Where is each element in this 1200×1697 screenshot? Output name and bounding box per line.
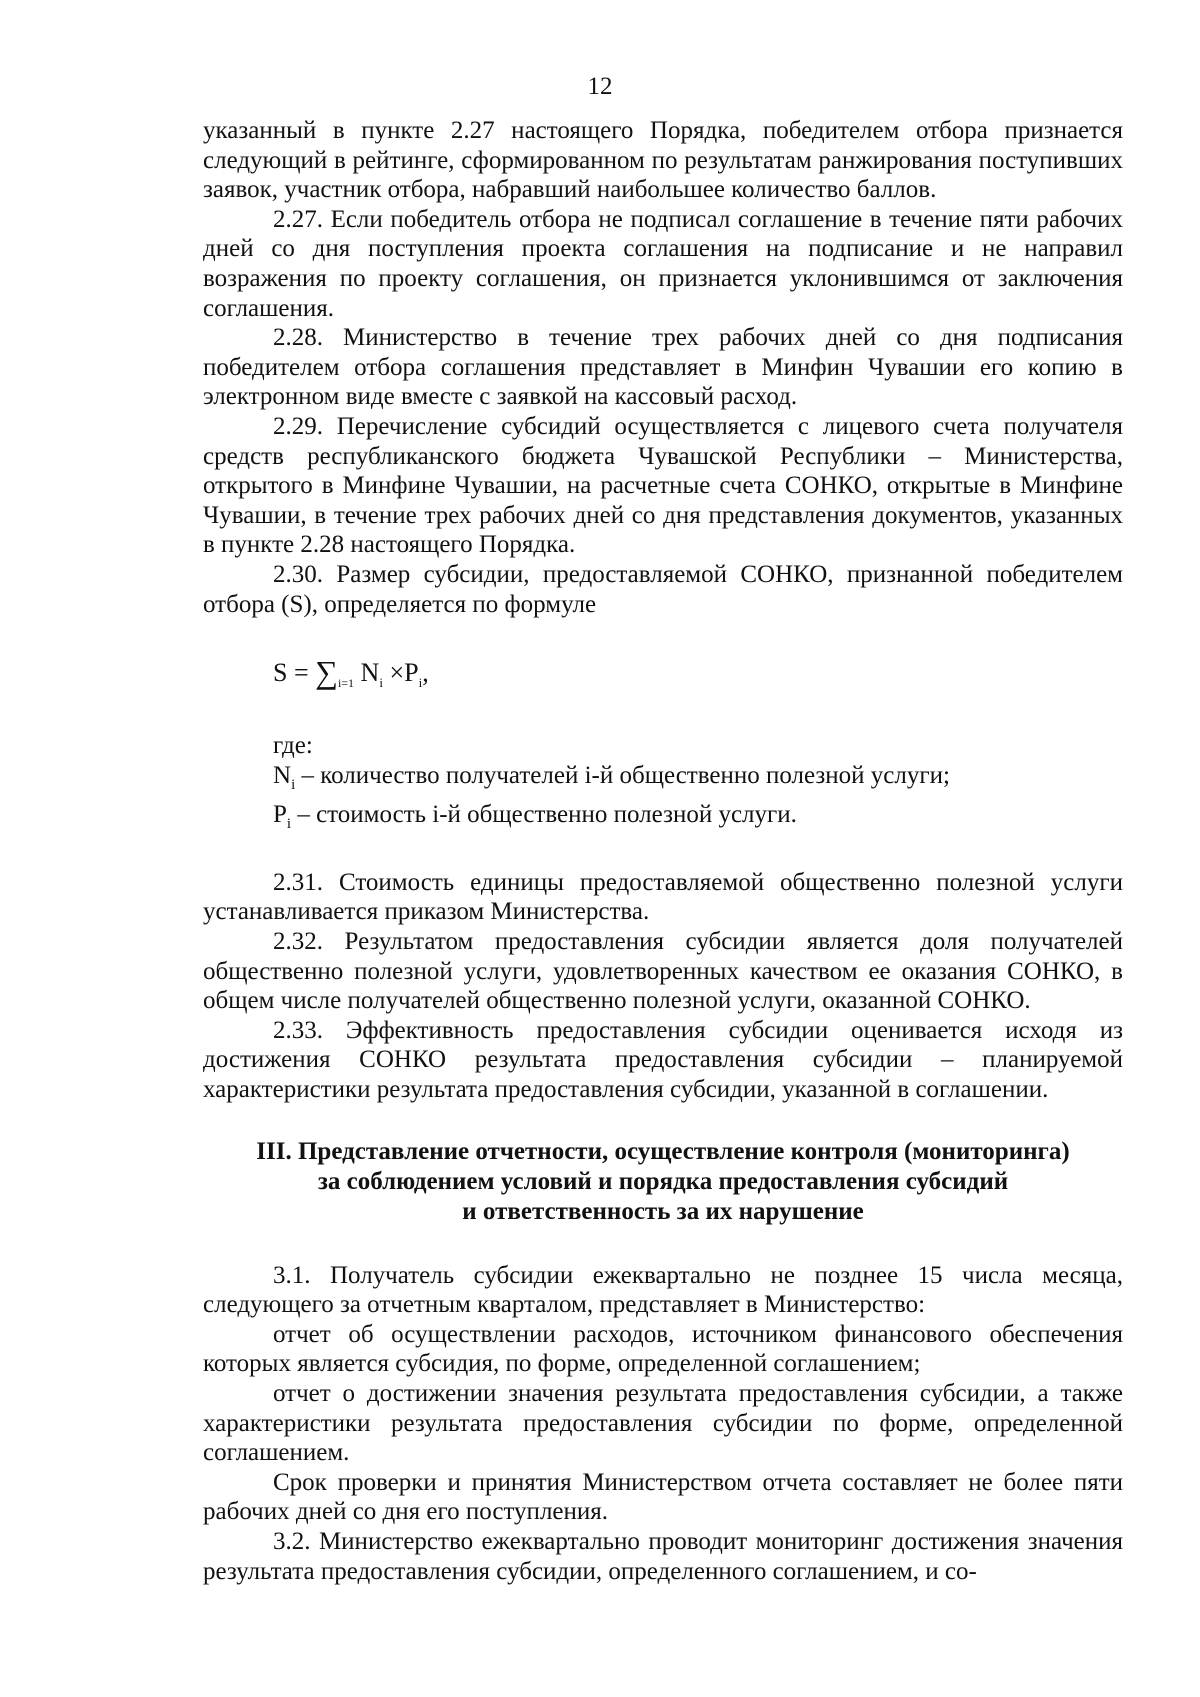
- formula-lhs: S =: [273, 658, 309, 688]
- paragraph-2-28: 2.28. Министерство в течение трех рабочих дней со дня подписания победителем отбора соглашения представляет в Минфин Чувашии его копию в электронном виде вместе с заявкой на кассовый расход.: [203, 324, 1123, 411]
- definition-p-text: – стоимость i-й общественно полезной услуги.: [291, 801, 797, 829]
- document-body: [203, 116, 1123, 1586]
- where-label: где:: [273, 732, 313, 760]
- formula-n-index: i: [379, 675, 383, 691]
- section-heading-line-3: и ответственность за их нарушение: [462, 1197, 864, 1225]
- paragraph-continuation: указанный в пункте 2.27 настоящего Порядка, победителем отбора признается следующий в рейтинге, сформированном по результатам ранжирования поступивших заявок, участник отбора, набравший наибольшее количество баллов.: [203, 117, 1123, 204]
- paragraph-2-32: 2.32. Результатом предоставления субсидии является доля получателей общественно полезной услуги, удовлетворенных качеством ее оказания СОНКО, в общем числе получателей общественно полезной услуги, оказанной СОНКО.: [203, 928, 1123, 1015]
- section-heading: [203, 1137, 1123, 1227]
- paragraph-3-2: 3.2. Министерство ежеквартально проводит мониторинг достижения значения результата предоставления субсидии, определенного соглашением, и со-: [203, 1527, 1123, 1585]
- formula-p: P: [404, 658, 419, 688]
- formula-p-index: i: [418, 675, 423, 691]
- definition-p-symbol: P: [273, 801, 287, 829]
- definition-n-symbol: N: [273, 761, 292, 789]
- formula-times: ×: [389, 658, 405, 688]
- paragraph-2-31: 2.31. Стоимость единицы предоставляемой общественно полезной услуги устанавливается приказом Министерства.: [203, 868, 1123, 926]
- paragraph-3-1-expense-report: отчет об осуществлении расходов, источником финансового обеспечения которых является субсидия, по форме, определенной соглашением;: [203, 1320, 1123, 1378]
- section-heading-line-2: за соблюдением условий и порядка предоставления субсидий: [317, 1167, 1009, 1195]
- paragraph-2-30: 2.30. Размер субсидии, предоставляемой СОНКО, признанной победителем отбора (S), определяется по формуле: [203, 560, 1123, 618]
- paragraph-review-term: Срок проверки и принятия Министерством отчета составляет не более пяти рабочих дней со дня его поступления.: [203, 1468, 1123, 1526]
- paragraph-2-29: 2.29. Перечисление субсидий осуществляется с лицевого счета получателя средств республиканского бюджета Чувашской Республики – Министерства, открытого в Минфине Чувашии, на расчетные счета СОНКО, открытые в Минфине Чувашии, в течение трех рабочих дней со дня представления документов, указанных в пункте 2.28 настоящего Порядка.: [203, 412, 1123, 559]
- paragraph-3-1: 3.1. Получатель субсидии ежеквартально не позднее 15 числа месяца, следующего за отчетным кварталом, представляет в Министерство:: [203, 1261, 1123, 1319]
- definition-p-sub: i: [286, 816, 292, 833]
- page-number: 12: [587, 73, 613, 100]
- section-heading-line-1: III. Представление отчетности, осуществление контроля (мониторинга): [256, 1137, 1070, 1165]
- formula-n: N: [360, 658, 380, 688]
- sum-lower-limit: i=1: [337, 676, 355, 691]
- definition-n-sub: i: [291, 776, 296, 793]
- definition-n: [203, 761, 1123, 801]
- formula-definitions: [203, 731, 1123, 840]
- definition-p: [203, 800, 1123, 840]
- paragraph-2-33: 2.33. Эффективность предоставления субсидии оценивается исходя из достижения СОНКО результата предоставления субсидии – планируемой характеристики результата предоставления субсидии, указанной в соглашении.: [203, 1016, 1123, 1104]
- subsidy-formula: [273, 649, 1123, 695]
- definition-n-text: – количество получателей i-й общественно полезной услуги;: [295, 761, 950, 789]
- paragraph-2-27: 2.27. Если победитель отбора не подписал соглашение в течение пяти рабочих дней со дня поступления проекта соглашения на подписание и не направил возражения по проекту соглашения, он признается уклонившимся от заключения соглашения.: [203, 205, 1123, 322]
- sum-sign: ∑: [315, 654, 338, 691]
- paragraph-3-1-result-report: отчет о достижении значения результата предоставления субсидии, а также характеристики результата предоставления субсидии по форме, определенной соглашением.: [203, 1380, 1123, 1467]
- formula-tail: ,: [422, 658, 429, 688]
